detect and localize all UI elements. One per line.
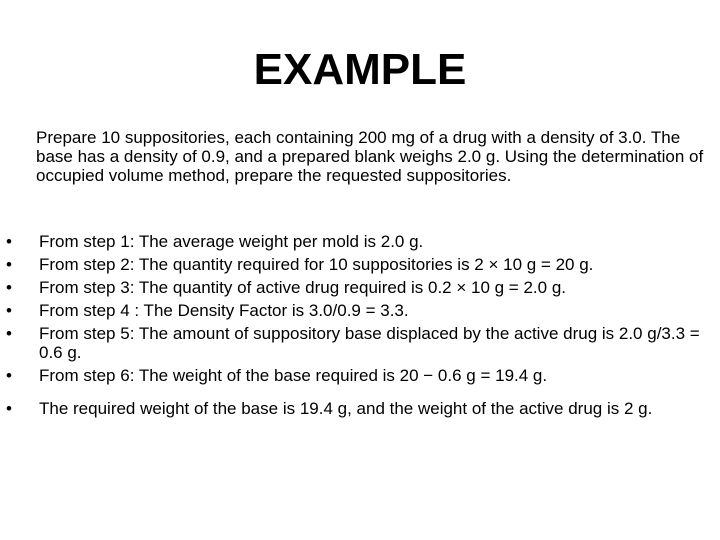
bullet-icon: •: [6, 301, 12, 320]
bullet-icon: •: [6, 232, 12, 251]
step-text: From step 1: The average weight per mold is 2.0 g.: [39, 232, 424, 251]
steps-list: [0, 232, 720, 422]
bullet-icon: •: [6, 399, 12, 418]
bullet-icon: •: [6, 278, 12, 297]
bullet-icon: •: [6, 366, 12, 385]
conclusion-item: [0, 399, 720, 418]
list-item: [0, 301, 720, 320]
bullet-icon: •: [6, 255, 12, 274]
step-text: From step 6: The weight of the base required is 20 − 0.6 g = 19.4 g.: [39, 366, 548, 385]
step-text: From step 3: The quantity of active drug required is 0.2 × 10 g = 2.0 g.: [39, 278, 566, 297]
list-item: [0, 324, 720, 362]
list-item: [0, 255, 720, 274]
list-item: [0, 278, 720, 297]
step-text: From step 4 : The Density Factor is 3.0/0.9 = 3.3.: [39, 301, 409, 320]
step-text: From step 5: The amount of suppository base displaced by the active drug is 2.0 g/3.3 = 0.6 g.: [39, 324, 700, 362]
bullet-icon: •: [6, 324, 12, 343]
step-text: From step 2: The quantity required for 10 suppositories is 2 × 10 g = 20 g.: [39, 255, 594, 274]
list-item: [0, 232, 720, 251]
conclusion-text: The required weight of the base is 19.4 g, and the weight of the active drug is 2 g.: [39, 399, 653, 418]
intro-paragraph: Prepare 10 suppositories, each containing 200 mg of a drug with a density of 3.0. The base has a density of 0.9, and a prepared blank weighs 2.0 g. Using the determination of occupied volume method, prepare the requested suppositories.: [36, 128, 704, 185]
slide-title: EXAMPLE: [253, 45, 467, 94]
list-item: [0, 366, 720, 385]
